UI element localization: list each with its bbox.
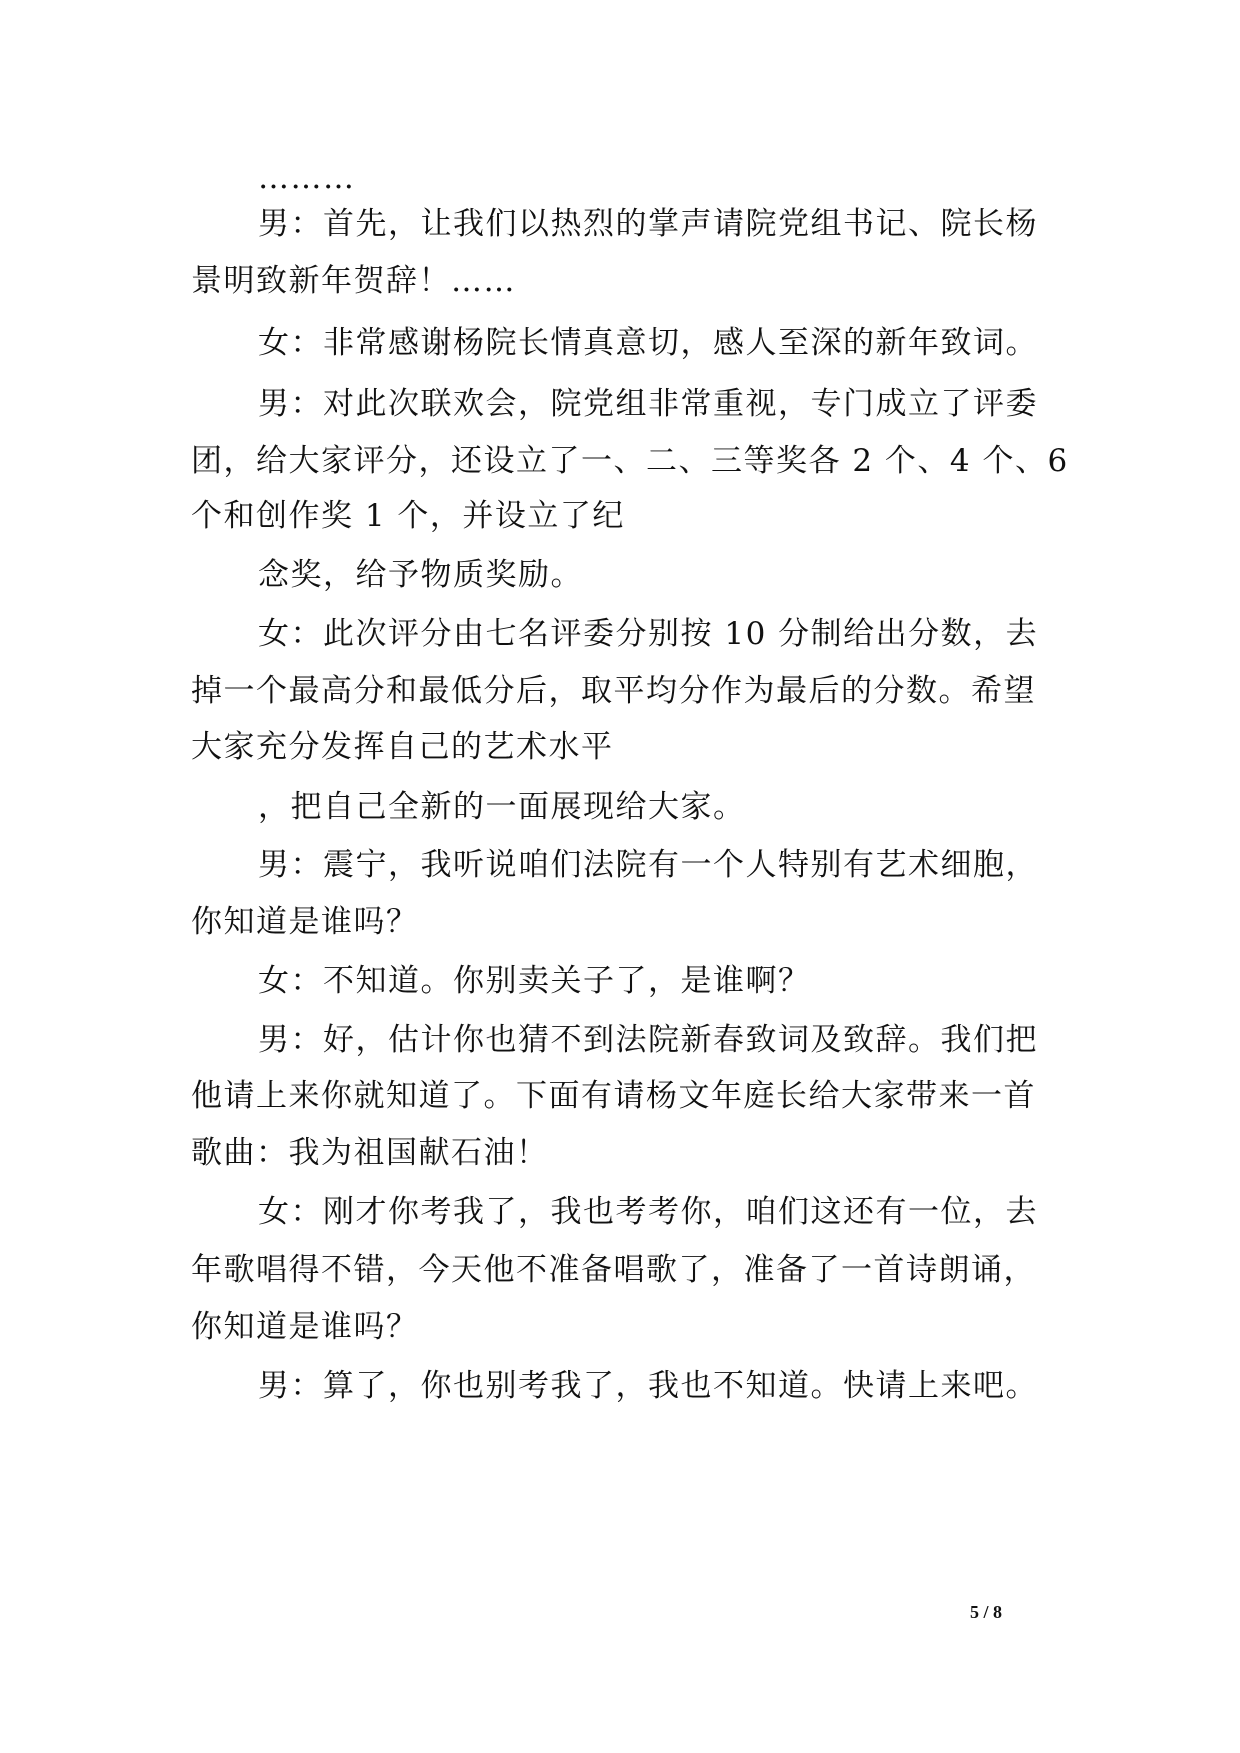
paragraph-line: 景明致新年贺辞！……	[191, 263, 516, 299]
paragraph-line: 男：算了，你也别考我了，我也不知道。快请上来吧。	[258, 1368, 1038, 1404]
paragraph-line: 男：对此次联欢会，院党组非常重视，专门成立了评委	[258, 386, 1038, 422]
paragraph-line: 女：不知道。你别卖关子了，是谁啊？	[258, 963, 811, 999]
paragraph-line: 年歌唱得不错，今天他不准备唱歌了，准备了一首诗朗诵，	[191, 1252, 1036, 1288]
paragraph-line: ，把自己全新的一面展现给大家。	[258, 789, 746, 825]
paragraph-line: 女：非常感谢杨院长情真意切，感人至深的新年致词。	[258, 325, 1038, 361]
paragraph-line: 他请上来你就知道了。下面有请杨文年庭长给大家带来一首	[191, 1078, 1036, 1114]
paragraph-line: 团，给大家评分，还设立了一、二、三等奖各 2 个、4 个、6	[191, 443, 1069, 479]
paragraph-line: 男：震宁，我听说咱们法院有一个人特别有艺术细胞，	[258, 847, 1038, 883]
paragraph-line: 女：此次评分由七名评委分别按 10 分制给出分数，去	[258, 616, 1039, 652]
page-number: 5 / 8	[970, 1602, 1003, 1622]
paragraph-line: 你知道是谁吗？	[191, 1309, 419, 1345]
paragraph-line: 男：首先，让我们以热烈的掌声请院党组书记、院长杨	[258, 206, 1038, 242]
paragraph-line: 念奖，给予物质奖励。	[258, 557, 583, 593]
paragraph-line: 你知道是谁吗？	[191, 904, 419, 940]
paragraph-line: 歌曲：我为祖国献石油！	[191, 1135, 549, 1171]
paragraph-line: 男：好，估计你也猜不到法院新春致词及致辞。我们把	[258, 1022, 1038, 1058]
paragraph-line: 大家充分发挥自己的艺术水平	[191, 729, 614, 765]
ellipsis-line: ………	[258, 160, 356, 196]
paragraph-line: 女：刚才你考我了，我也考考你，咱们这还有一位，去	[258, 1194, 1038, 1230]
paragraph-line: 掉一个最高分和最低分后，取平均分作为最后的分数。希望	[191, 673, 1036, 709]
paragraph-line: 个和创作奖 1 个，并设立了纪	[191, 498, 625, 534]
